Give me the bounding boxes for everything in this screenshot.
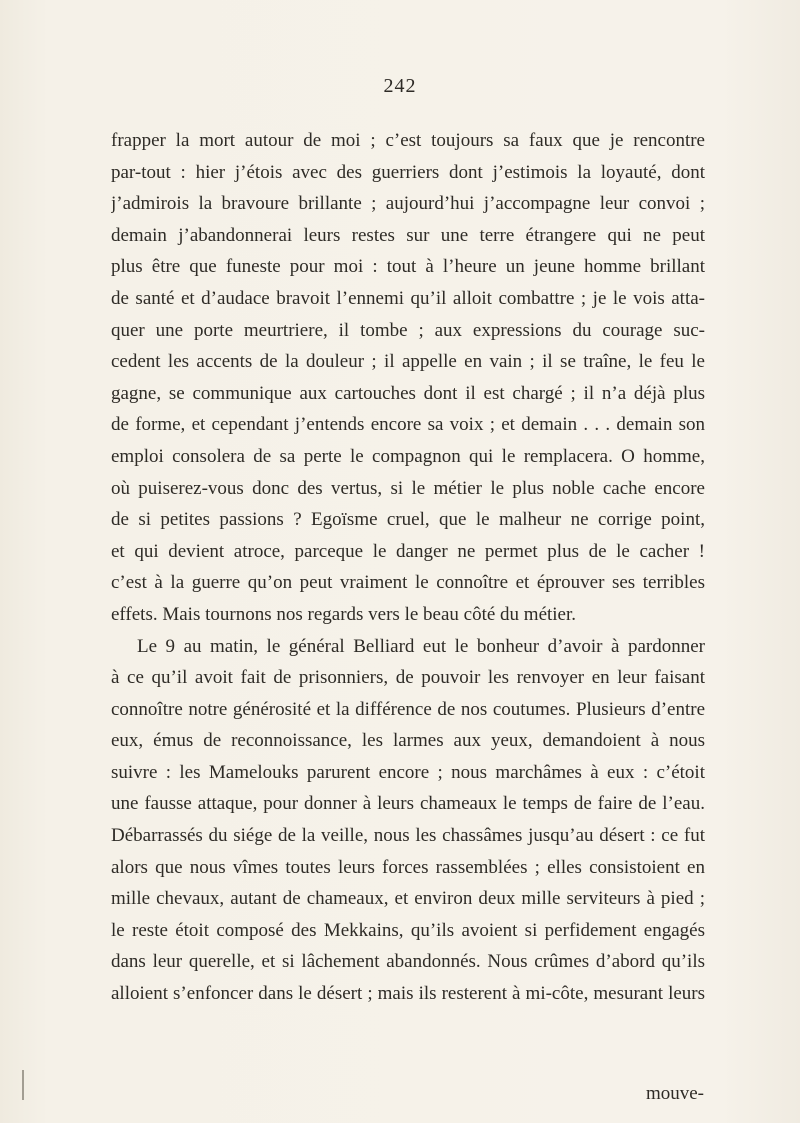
- text-line: c’est à la guerre qu’on peut vraiment le connoître et éprouver ses terribles: [111, 572, 705, 594]
- text-line: par-tout : hier j’étois avec des guerriers dont j’estimois la loyauté, dont: [111, 161, 705, 183]
- text-line: j’admirois la bravoure brillante ; aujourd’hui j’accompagne leur convoi ;: [111, 193, 705, 215]
- text-line: plus être que funeste pour moi : tout à l’heure un jeune homme brillant: [111, 256, 705, 278]
- text-line: et qui devient atroce, parceque le danger ne permet plus de le cacher !: [111, 540, 705, 562]
- margin-mark: [22, 1070, 24, 1100]
- text-line: connoître notre générosité et la différence de nos coutumes. Plusieurs d’entre: [111, 698, 705, 720]
- text-line: quer une porte meurtriere, il tombe ; aux expressions du courage suc-: [111, 319, 705, 341]
- text-line: dans leur querelle, et si lâchement abandonnés. Nous crûmes d’abord qu’ils: [111, 951, 705, 973]
- text-line: Débarrassés du siége de la veille, nous les chassâmes jusqu’au désert : ce fut: [111, 825, 705, 847]
- text-line: à ce qu’il avoit fait de prisonniers, de pouvoir les renvoyer en leur faisant: [111, 667, 705, 689]
- text-line: de santé et d’audace bravoit l’ennemi qu’il alloit combattre ; je le vois atta-: [111, 287, 705, 309]
- text-line: de si petites passions ? Egoïsme cruel, que le malheur ne corrige point,: [111, 509, 705, 531]
- text-line: Le 9 au matin, le général Belliard eut le bonheur d’avoir à pardonner: [137, 635, 705, 657]
- text-line: où puiserez-vous donc des vertus, si le métier le plus noble cache encore: [111, 477, 705, 499]
- text-line: de forme, et cependant j’entends encore sa voix ; et demain . . . demain son: [111, 414, 705, 436]
- text-line: gagne, se communique aux cartouches dont il est chargé ; il n’a déjà plus: [111, 382, 705, 404]
- text-line: alloient s’enfoncer dans le désert ; mais ils resterent à mi-côte, mesurant leurs: [111, 983, 705, 1005]
- text-line: frapper la mort autour de moi ; c’est toujours sa faux que je rencontre: [111, 130, 705, 151]
- text-line: emploi consolera de sa perte le compagnon qui le remplacera. O homme,: [111, 445, 705, 467]
- text-line: mille chevaux, autant de chameaux, et environ deux mille serviteurs à pied ;: [111, 888, 705, 910]
- text-line: suivre : les Mamelouks parurent encore ; nous marchâmes à eux : c’étoit: [111, 761, 705, 783]
- page-number: 242: [383, 75, 417, 97]
- text-line: une fausse attaque, pour donner à leurs chameaux le temps de faire de l’eau.: [111, 793, 705, 815]
- text-line: le reste étoit composé des Mekkains, qu’ils avoient si perfidement engagés: [111, 919, 705, 941]
- text-line: alors que nous vîmes toutes leurs forces rassemblées ; elles consistoient en: [111, 856, 705, 878]
- catchword: mouve-: [645, 1083, 704, 1104]
- text-line: demain j’abandonnerai leurs restes sur une terre étrangere qui ne peut: [111, 224, 705, 246]
- body-text: [111, 125, 705, 1010]
- text-line: effets. Mais tournons nos regards vers le beau côté du métier.: [111, 603, 577, 625]
- text-line: eux, émus de reconnoissance, les larmes aux yeux, demandoient à nous: [111, 730, 705, 752]
- text-line: cedent les accents de la douleur ; il appelle en vain ; il se traîne, le feu le: [111, 351, 705, 373]
